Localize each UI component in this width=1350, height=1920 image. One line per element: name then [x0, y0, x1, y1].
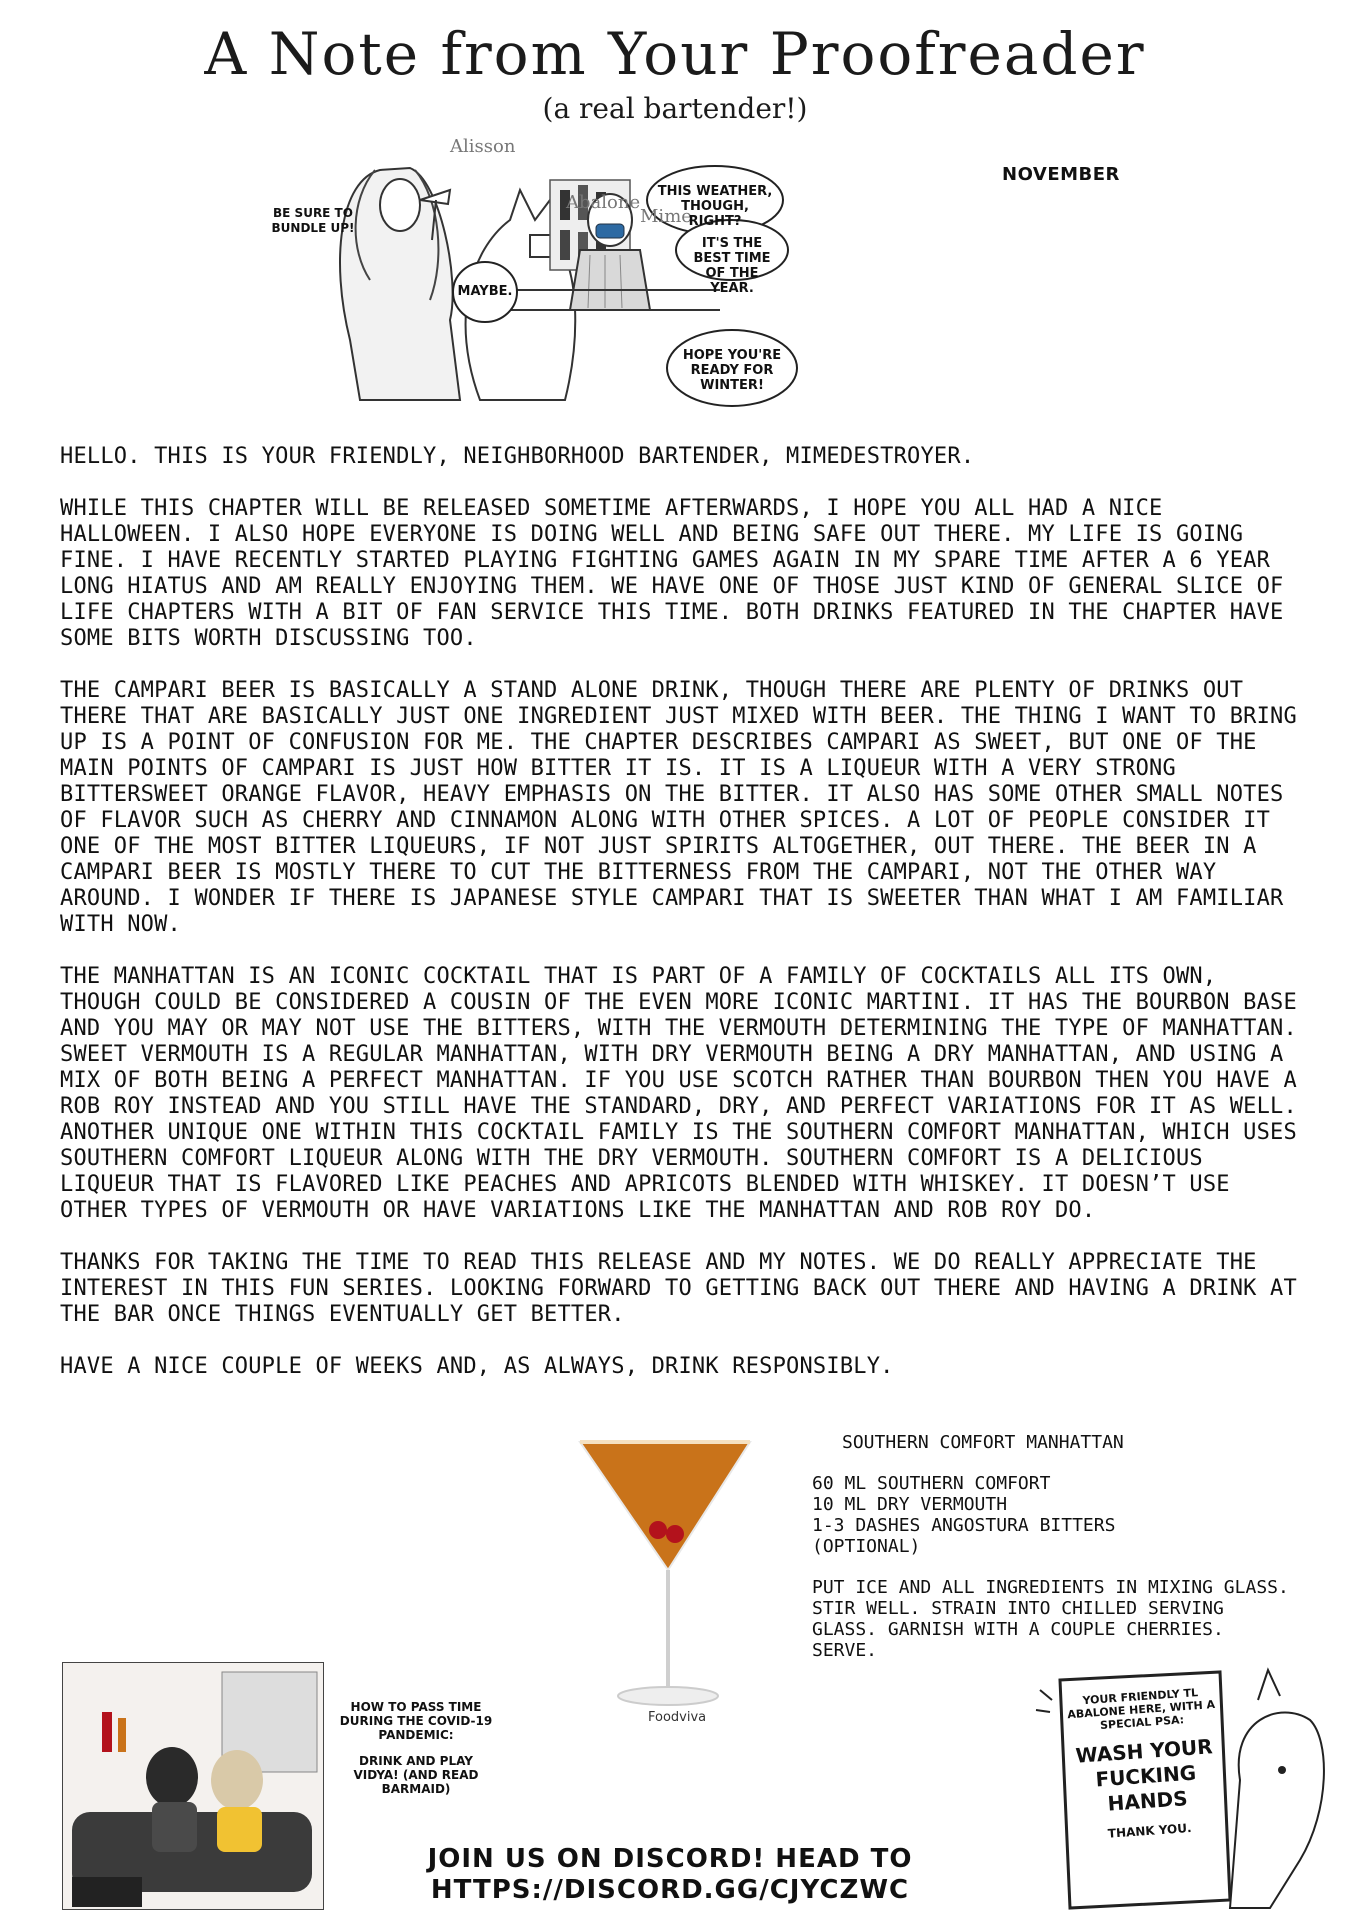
ingredient-line: 60 ML SOUTHERN COMFORT [812, 1473, 1051, 1494]
paragraph-thanks: THANKS FOR TAKING THE TIME TO READ THIS RELEASE AND MY NOTES. WE DO REALLY APPRECIATE THE INTEREST IN THIS FUN SERIES. LOOKING FORWARD TO GETTING BACK OUT THERE AND HAVING A DRINK AT THE BAR ONCE THINGS EVENTUALLY GET BETTER. [60, 1250, 1297, 1327]
pandemic-caption [336, 1700, 496, 1796]
pandemic-illustration [62, 1662, 324, 1910]
character-name-alisson: Alisson [450, 136, 516, 157]
psa-sign [1065, 1685, 1225, 1843]
paragraph-signoff: HAVE A NICE COUPLE OF WEEKS AND, AS ALWAYS, DRINK RESPONSIBLY. [60, 1354, 894, 1379]
character-name-abalone: Abalone [566, 192, 641, 213]
paragraph-greeting: HELLO. THIS IS YOUR FRIENDLY, NEIGHBORHOOD BARTENDER, MIMEDESTROYER. [60, 444, 975, 469]
psa-thanks: THANK YOU. [1107, 1820, 1192, 1841]
psa-intro: YOUR FRIENDLY TL ABALONE HERE, WITH A SPECIAL PSA: [1066, 1686, 1216, 1733]
discord-invite-link[interactable]: HTTPS://DISCORD.GG/CJYCZWC [430, 1875, 910, 1905]
speech-bubble-maybe: MAYBE. [457, 284, 513, 299]
recipe-title: SOUTHERN COMFORT MANHATTAN [842, 1432, 1124, 1453]
ingredient-line: 1-3 DASHES ANGOSTURA BITTERS [812, 1515, 1116, 1536]
speech-bubble-winter: HOPE YOU'RE READY FOR WINTER! [682, 348, 782, 393]
speech-bubble-bundle: BE SURE TO BUNDLE UP! [271, 206, 355, 235]
discord-invite [400, 1844, 940, 1906]
recipe-card [812, 1432, 1292, 1661]
bar-comic-illustration [271, 136, 1120, 410]
ingredient-line: (OPTIONAL) [812, 1536, 921, 1557]
paragraph-manhattan: THE MANHATTAN IS AN ICONIC COCKTAIL THAT IS PART OF A FAMILY OF COCKTAILS ALL ITS OWN, THOUGH COULD BE CONSIDERED A COUSIN OF THE EVEN MORE ICONIC MARTINI. IT HAS THE BOURBON BASE AND YOU MAY OR MAY NOT USE THE BITTERS, WITH THE VERMOUTH DETERMINING THE TYPE OF MANHATTAN. SWEET VERMOUTH IS A REGULAR MANHATTAN, WITH DRY VERMOUTH BEING A DRY MANHATTAN, AND USING A MIX OF BOTH BEING A PERFECT MANHATTAN. IF YOU USE SCOTCH RATHER THAN BOURBON THEN YOU HAVE A ROB ROY INSTEAD AND YOU STILL HAVE THE STANDARD, DRY, AND PERFECT VARIATIONS FOR IT AS WELL. ANOTHER UNIQUE ONE WITHIN THIS COCKTAIL FAMILY IS THE SOUTHERN COMFORT MANHATTAN, WHICH USES SOUTHERN COMFORT LIQUEUR ALONG WITH THE DRY VERMOUTH. SOUTHERN COMFORT IS A DELICIOUS LIQUEUR THAT IS FLAVORED LIKE PEACHES AND APRICOTS BLENDED WITH WHISKEY. IT DOESN’T USE OTHER TYPES OF VERMOUTH OR HAVE VARIATIONS LIKE THE MANHATTAN AND ROB ROY DO. [60, 964, 1297, 1223]
character-name-mime: Mime [640, 206, 692, 227]
recipe-ingredients [812, 1473, 1292, 1557]
pandemic-caption-question: HOW TO PASS TIME DURING THE COVID-19 PANDEMIC: [339, 1700, 493, 1742]
pandemic-caption-answer: DRINK AND PLAY VIDYA! (AND READ BARMAID) [353, 1754, 479, 1796]
speech-bubble-weather: THIS WEATHER, THOUGH, RIGHT? [657, 184, 773, 229]
page-subtitle: (a real bartender!) [542, 92, 808, 125]
discord-invite-text: JOIN US ON DISCORD! HEAD TO [427, 1844, 913, 1874]
recipe-method: PUT ICE AND ALL INGREDIENTS IN MIXING GLASS. STIR WELL. STRAIN INTO CHILLED SERVING GLASS. GARNISH WITH A COUPLE CHERRIES. SERVE. [812, 1577, 1289, 1661]
speech-bubble-best-time: IT'S THE BEST TIME OF THE YEAR. [693, 236, 771, 296]
paragraph-intro: WHILE THIS CHAPTER WILL BE RELEASED SOMETIME AFTERWARDS, I HOPE YOU ALL HAD A NICE HALLOWEEN. I ALSO HOPE EVERYONE IS DOING WELL AND BEING SAFE OUT THERE. MY LIFE IS GOING FINE. I HAVE RECENTLY STARTED PLAYING FIGHTING GAMES AGAIN IN MY SPARE TIME AFTER A 6 YEAR LONG HIATUS AND AM REALLY ENJOYING THEM. WE HAVE ONE OF THOSE JUST KIND OF GENERAL SLICE OF LIFE CHAPTERS WITH A BIT OF FAN SERVICE THIS TIME. BOTH DRINKS FEATURED IN THE CHAPTER HAVE SOME BITS WORTH DISCUSSING TOO. [60, 496, 1284, 651]
comic-month-label: NOVEMBER [1002, 164, 1120, 185]
page-title: A Note from Your Proofreader [204, 20, 1146, 88]
photo-credit: Foodviva [648, 1710, 707, 1725]
note-body [60, 444, 1300, 1406]
ingredient-line: 10 ML DRY VERMOUTH [812, 1494, 1008, 1515]
paragraph-campari: THE CAMPARI BEER IS BASICALLY A STAND ALONE DRINK, THOUGH THERE ARE PLENTY OF DRINKS OUT THERE THAT ARE BASICALLY JUST ONE INGREDIENT JUST MIXED WITH BEER. THE THING I WANT TO BRING UP IS A POINT OF CONFUSION FOR ME. THE CHAPTER DESCRIBES CAMPARI AS SWEET, BUT ONE OF THE MAIN POINTS OF CAMPARI IS JUST HOW BITTER IT IS. IT IS A LIQUEUR WITH A VERY STRONG BITTERSWEET ORANGE FLAVOR, HEAVY EMPHASIS ON THE BITTER. IT ALSO HAS SOME OTHER SMALL NOTES OF FLAVOR SUCH AS CHERRY AND CINNAMON ALONG WITH OTHER SPICES. A LOT OF PEOPLE CONSIDER IT ONE OF THE MOST BITTER LIQUEURS, IF NOT JUST SPIRITS ALTOGETHER, OUT THERE. THE BEER IN A CAMPARI BEER IS MOSTLY THERE TO CUT THE BITTERNESS FROM THE CAMPARI, NOT THE OTHER WAY AROUND. I WONDER IF THERE IS JAPANESE STYLE CAMPARI THAT IS SWEETER THAN WHAT I AM FAMILIAR WITH NOW. [60, 678, 1297, 937]
psa-headline: WASH YOUR FUCKING HANDS [1074, 1734, 1214, 1816]
manhattan-cocktail-photo [560, 1430, 830, 1730]
